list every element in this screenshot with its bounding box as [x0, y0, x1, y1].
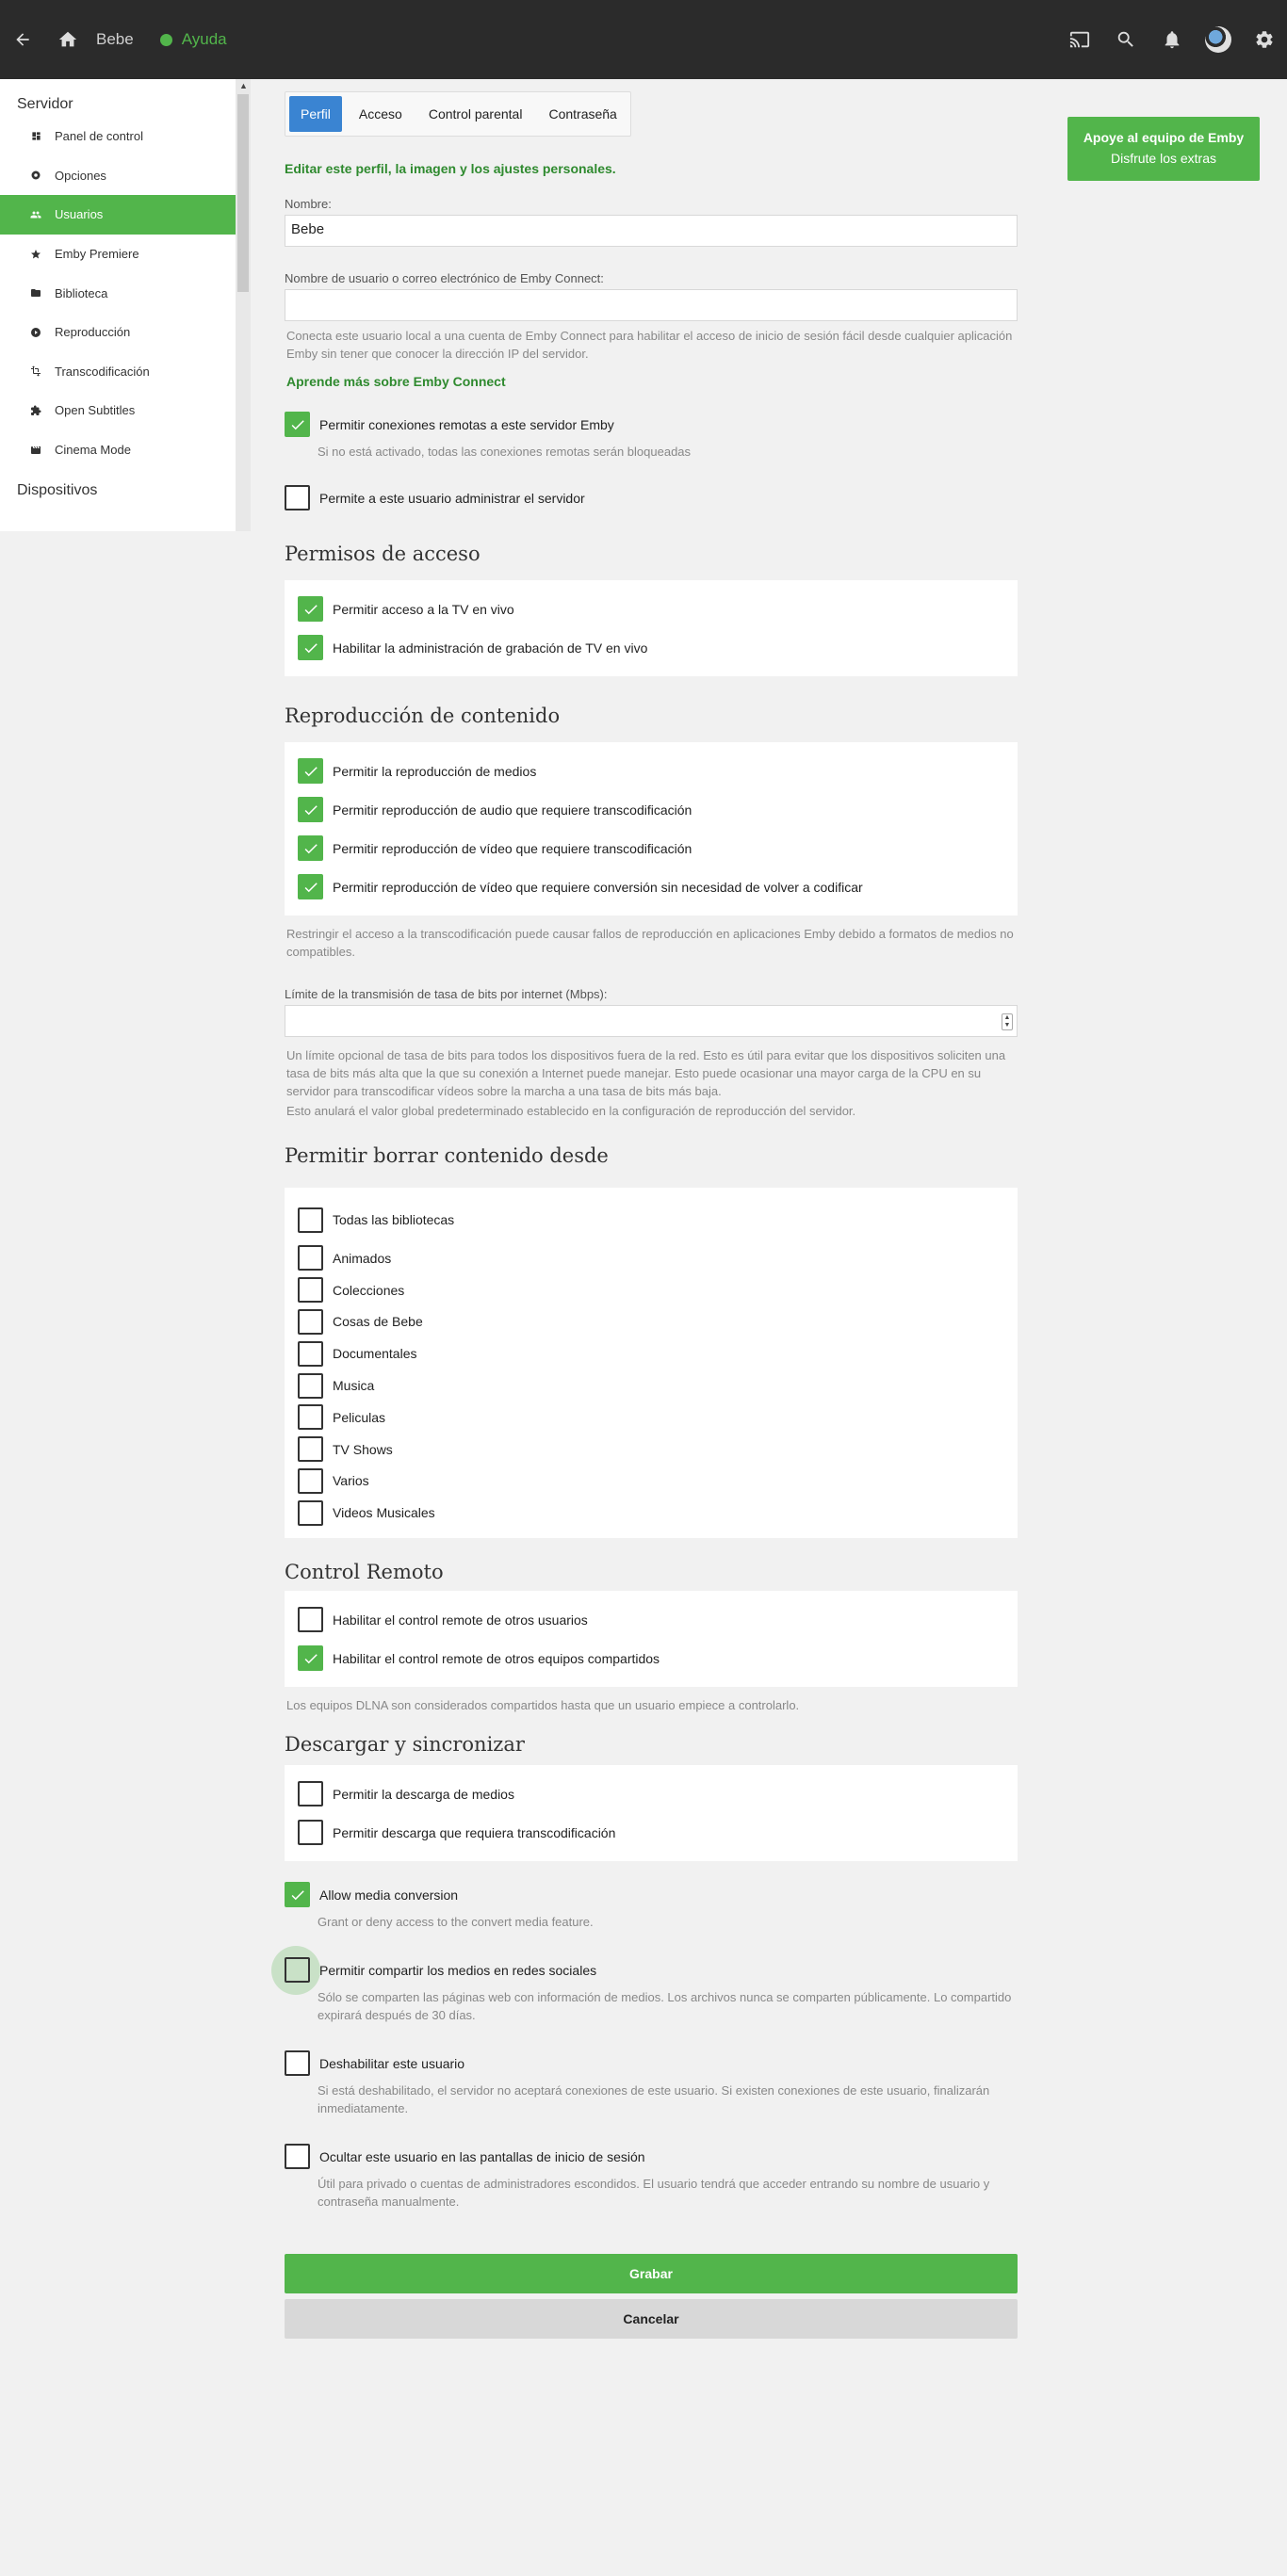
tab-profile[interactable]: Perfil	[289, 96, 342, 132]
audio-transcoding-label: Permitir reproducción de audio que requiere transcodificación	[333, 802, 692, 818]
save-button[interactable]: Grabar	[285, 2254, 1018, 2293]
hide-user-option[interactable]	[285, 2144, 1018, 2169]
admin-option[interactable]	[285, 485, 1018, 510]
delete-library-option[interactable]	[298, 1274, 1004, 1306]
download-transcoding-option[interactable]	[298, 1813, 1004, 1852]
delete-library-checkbox[interactable]	[298, 1245, 323, 1271]
sidebar-item-users[interactable]	[0, 195, 236, 235]
check-icon	[302, 1650, 319, 1667]
help-dot-icon	[160, 34, 172, 46]
sidebar-item-label: Open Subtitles	[55, 403, 136, 418]
sidebar-item-open-subtitles[interactable]	[0, 391, 236, 430]
remote-control-shared-checkbox[interactable]	[298, 1645, 323, 1671]
help-label: Ayuda	[181, 30, 227, 48]
bitrate-help-override: Esto anulará el valor global predeterminado establecido en la configuración de reproducción del servidor.	[286, 1104, 856, 1118]
media-conversion-checkbox[interactable]	[285, 1882, 310, 1907]
social-share-label: Permitir compartir los medios en redes sociales	[319, 1962, 597, 1978]
transform-icon	[30, 365, 41, 377]
bitrate-label: Límite de la transmisión de tasa de bits por internet (Mbps):	[285, 987, 608, 1001]
settings-button[interactable]	[1241, 17, 1287, 62]
library-label: Musica	[333, 1378, 375, 1394]
delete-library-checkbox[interactable]	[298, 1404, 323, 1430]
delete-library-option[interactable]	[298, 1497, 1004, 1529]
sidebar-item-label: Cinema Mode	[55, 443, 131, 458]
bell-icon	[1162, 29, 1182, 50]
library-label: Varios	[333, 1473, 369, 1489]
cast-icon	[1069, 29, 1090, 50]
delete-library-checkbox[interactable]	[298, 1309, 323, 1335]
sidebar-item-label: Transcodificación	[55, 364, 150, 379]
header-left	[0, 17, 227, 62]
check-icon	[302, 640, 319, 656]
hide-user-label: Ocultar este usuario en las pantallas de inicio de sesión	[319, 2148, 645, 2164]
sidebar-item-label: Reproducción	[55, 325, 131, 340]
check-icon	[289, 416, 306, 433]
library-label: TV Shows	[333, 1441, 393, 1457]
connect-input[interactable]	[285, 289, 1018, 321]
number-spinner-icon[interactable]: ▲ ▼	[1002, 1013, 1013, 1030]
remote-connections-label: Permitir conexiones remotas a este servidor Emby	[319, 416, 614, 432]
audio-transcoding-checkbox[interactable]	[298, 797, 323, 822]
delete-libraries-card	[285, 1188, 1018, 1538]
home-button[interactable]	[45, 17, 90, 62]
sidebar-item-library[interactable]	[0, 273, 236, 313]
film-icon	[30, 445, 41, 456]
check-icon	[302, 763, 319, 780]
allow-download-checkbox[interactable]	[298, 1781, 323, 1806]
search-icon	[1116, 29, 1136, 50]
delete-library-option[interactable]	[298, 1337, 1004, 1369]
library-label: Animados	[333, 1250, 392, 1266]
disable-user-option[interactable]	[285, 2050, 1018, 2076]
puzzle-icon	[30, 405, 41, 416]
video-remux-checkbox[interactable]	[298, 874, 323, 899]
name-input[interactable]: Bebe	[285, 215, 1018, 247]
gear-icon	[1254, 29, 1275, 50]
remote-control-help: Los equipos DLNA son considerados compartidos hasta que un usuario empiece a controlarlo.	[286, 1698, 800, 1713]
remote-connections-checkbox[interactable]	[285, 412, 310, 437]
sidebar-item-label: Biblioteca	[55, 285, 108, 300]
live-tv-access-label: Permitir acceso a la TV en vivo	[333, 601, 514, 617]
sidebar-item-label: Panel de control	[55, 129, 143, 144]
cancel-button[interactable]: Cancelar	[285, 2299, 1018, 2339]
avatar	[1205, 26, 1231, 53]
remote-control-users-option[interactable]	[298, 1600, 1004, 1639]
live-tv-recording-checkbox[interactable]	[298, 635, 323, 660]
remote-control-card	[285, 1591, 1018, 1687]
media-conversion-label: Allow media conversion	[319, 1887, 459, 1903]
folder-icon	[30, 287, 41, 299]
library-label: Colecciones	[333, 1282, 405, 1298]
delete-library-checkbox[interactable]	[298, 1500, 323, 1526]
allow-download-option[interactable]	[298, 1774, 1004, 1813]
delete-library-option[interactable]	[298, 1242, 1004, 1274]
social-share-option[interactable]	[285, 1957, 1018, 1983]
help-link[interactable]	[160, 30, 227, 49]
star-icon	[30, 249, 41, 260]
remote-control-users-label: Habilitar el control remote de otros usuarios	[333, 1612, 588, 1628]
audio-transcoding-option[interactable]	[298, 790, 1004, 829]
check-icon	[302, 601, 319, 618]
sidebar-item-playback[interactable]	[0, 313, 236, 352]
delete-all-libraries-checkbox[interactable]	[298, 1207, 323, 1233]
search-button[interactable]	[1102, 17, 1149, 62]
sidebar-item-label: Opciones	[55, 168, 106, 183]
delete-library-checkbox[interactable]	[298, 1277, 323, 1303]
connect-label: Nombre de usuario o correo electrónico de Emby Connect:	[285, 271, 604, 285]
hide-user-checkbox[interactable]	[285, 2144, 310, 2169]
allow-download-label: Permitir la descarga de medios	[333, 1786, 514, 1802]
sidebar-scrollbar-thumb[interactable]	[237, 94, 249, 292]
sidebar	[0, 79, 236, 531]
delete-library-checkbox[interactable]	[298, 1341, 323, 1367]
support-emby-button[interactable]	[1067, 117, 1260, 181]
remote-connections-option[interactable]	[285, 412, 1018, 437]
sidebar-item-label: Emby Premiere	[55, 247, 139, 262]
sidebar-item-label: Usuarios	[55, 207, 104, 222]
remote-control-users-checkbox[interactable]	[298, 1607, 323, 1632]
profile-note: Editar este perfil, la imagen y los ajustes personales.	[285, 161, 616, 176]
header-right	[1056, 17, 1287, 62]
sidebar-item-dashboard[interactable]	[0, 117, 236, 156]
delete-library-checkbox[interactable]	[298, 1373, 323, 1399]
video-transcoding-label: Permitir reproducción de vídeo que requiere transcodificación	[333, 840, 692, 856]
library-label: Peliculas	[333, 1409, 386, 1425]
media-conversion-help: Grant or deny access to the convert media feature.	[318, 1915, 594, 1930]
video-remux-label: Permitir reproducción de vídeo que requiere conversión sin necesidad de volver a codificar	[333, 879, 863, 895]
tab-access[interactable]: Acceso	[358, 106, 402, 122]
live-tv-access-option[interactable]	[298, 590, 1004, 628]
check-icon	[302, 879, 319, 896]
sidebar-item-cinema-mode[interactable]	[0, 430, 236, 470]
dashboard-icon	[31, 131, 41, 141]
settings-icon	[30, 170, 41, 181]
library-label: Cosas de Bebe	[333, 1314, 423, 1330]
tab-password[interactable]: Contraseña	[548, 106, 617, 122]
sidebar-section-devices[interactable]: Dispositivos	[17, 482, 98, 499]
connect-learn-more-link[interactable]: Aprende más sobre Emby Connect	[286, 374, 506, 389]
tab-bar	[285, 91, 631, 137]
cast-button[interactable]	[1056, 17, 1102, 62]
delete-library-option[interactable]	[298, 1434, 1004, 1466]
bitrate-input[interactable]	[285, 1005, 1018, 1037]
main-content	[285, 91, 1018, 2339]
delete-library-option[interactable]	[298, 1401, 1004, 1434]
social-share-checkbox[interactable]	[285, 1957, 310, 1983]
bitrate-help: Un límite opcional de tasa de bits para todos los dispositivos fuera de la red. Esto es útil para evitar que los dispositivos soliciten una tasa de bits más alta que la que su conexión a Internet puede manejar. Esto puede ocasionar una mayor carga de la CPU en su servidor para transcodificar vídeos sobre la marcha a una tasa de bits más baja.	[286, 1048, 1006, 1098]
library-label: Videos Musicales	[333, 1505, 435, 1521]
home-icon	[57, 29, 78, 50]
sidebar-item-options[interactable]	[0, 156, 236, 196]
delete-library-option[interactable]	[298, 1306, 1004, 1338]
delete-library-option[interactable]	[298, 1466, 1004, 1498]
download-transcoding-checkbox[interactable]	[298, 1820, 323, 1845]
access-card	[285, 580, 1018, 676]
arrow-back-icon	[13, 30, 32, 49]
transcoding-help: Restringir el acceso a la transcodificación puede causar fallos de reproducción en aplicaciones Emby debido a formatos de medios no compatibles.	[286, 927, 1014, 959]
playback-card	[285, 742, 1018, 915]
media-conversion-option[interactable]	[285, 1882, 1018, 1907]
download-section-title: Descargar y sincronizar	[285, 1733, 525, 1757]
delete-library-checkbox[interactable]	[298, 1436, 323, 1462]
scroll-up-arrow-icon[interactable]: ▲	[239, 81, 248, 90]
admin-label: Permite a este usuario administrar el servidor	[319, 490, 585, 506]
library-label: Documentales	[333, 1346, 417, 1362]
video-transcoding-checkbox[interactable]	[298, 835, 323, 861]
app-header	[0, 0, 1287, 79]
live-tv-recording-label: Habilitar la administración de grabación de TV en vivo	[333, 640, 648, 656]
user-avatar-button[interactable]	[1195, 17, 1241, 62]
name-label: Nombre:	[285, 197, 332, 211]
people-icon	[30, 209, 41, 220]
tab-parental-control[interactable]: Control parental	[428, 106, 523, 122]
remote-connections-help: Si no está activado, todas las conexiones remotas serán bloqueadas	[318, 445, 692, 459]
check-icon	[289, 1887, 306, 1904]
video-remux-option[interactable]	[298, 867, 1004, 906]
disable-user-checkbox[interactable]	[285, 2050, 310, 2076]
support-subtitle: Disfrute los extras	[1110, 151, 1217, 166]
media-playback-checkbox[interactable]	[298, 758, 323, 784]
delete-library-checkbox[interactable]	[298, 1468, 323, 1494]
live-tv-recording-option[interactable]	[298, 628, 1004, 667]
remote-control-section-title: Control Remoto	[285, 1561, 444, 1584]
page-title: Bebe	[96, 30, 134, 48]
sidebar-item-emby-premiere[interactable]	[0, 235, 236, 274]
video-transcoding-option[interactable]	[298, 829, 1004, 867]
download-card	[285, 1765, 1018, 1861]
media-playback-label: Permitir la reproducción de medios	[333, 763, 537, 779]
delete-all-libraries-option[interactable]	[298, 1197, 1004, 1242]
check-icon	[302, 802, 319, 818]
playback-section-title: Reproducción de contenido	[285, 705, 561, 727]
delete-all-libraries-label: Todas las bibliotecas	[333, 1212, 455, 1227]
media-playback-option[interactable]	[298, 752, 1004, 790]
support-title: Apoye al equipo de Emby	[1083, 130, 1245, 145]
live-tv-access-checkbox[interactable]	[298, 596, 323, 622]
sidebar-item-transcoding[interactable]	[0, 352, 236, 392]
hide-user-help: Útil para privado o cuentas de administradores escondidos. El usuario tendrá que acceder entrando su nombre de usuario y contraseña manualmente.	[318, 2177, 990, 2210]
back-button[interactable]	[0, 17, 45, 62]
disable-user-label: Deshabilitar este usuario	[319, 2055, 465, 2071]
connect-help: Conecta este usuario local a una cuenta de Emby Connect para habilitar el acceso de inicio de sesión fácil desde cualquier aplicación Emby sin tener que conocer la dirección IP del servidor.	[286, 329, 1013, 361]
notifications-button[interactable]	[1149, 17, 1195, 62]
play-circle-icon	[30, 327, 41, 338]
delete-library-option[interactable]	[298, 1369, 1004, 1401]
remote-control-shared-label: Habilitar el control remote de otros equipos compartidos	[333, 1650, 660, 1666]
delete-section-title: Permitir borrar contenido desde	[285, 1144, 609, 1167]
admin-checkbox[interactable]	[285, 485, 310, 510]
remote-control-shared-option[interactable]	[298, 1639, 1004, 1677]
sidebar-section-server: Servidor	[17, 96, 73, 112]
download-transcoding-label: Permitir descarga que requiera transcodificación	[333, 1824, 616, 1840]
access-section-title: Permisos de acceso	[285, 543, 481, 565]
disable-user-help: Si está deshabilitado, el servidor no aceptará conexiones de este usuario. Si existen conexiones de este usuario, finalizarán inmediatamente.	[318, 2083, 990, 2116]
social-share-help: Sólo se comparten las páginas web con información de medios. Los archivos nunca se comparten públicamente. Lo compartido expirará después de 30 días.	[318, 1990, 1012, 2023]
check-icon	[302, 840, 319, 857]
